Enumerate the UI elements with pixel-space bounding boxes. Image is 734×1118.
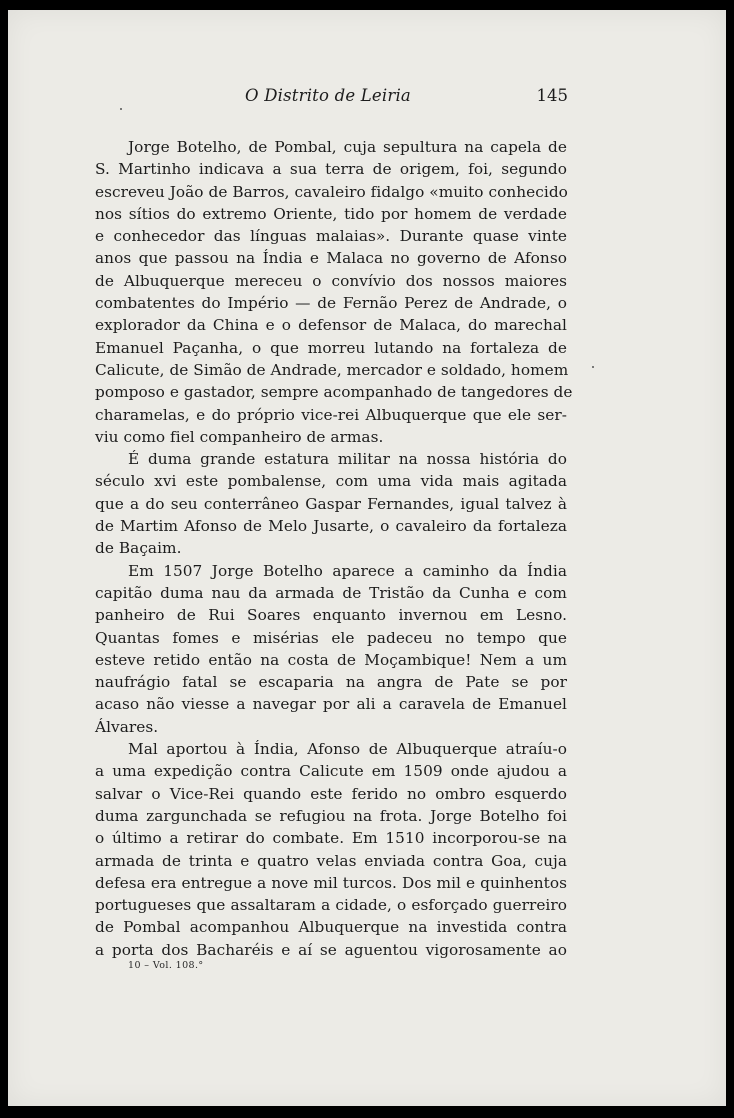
text-line: Quantas fomes e misérias ele padeceu no tempo que [95,628,567,647]
scan-speck [592,366,594,368]
text-line: charamelas, e do próprio vice-rei Albuquerque que ele ser- [95,405,567,424]
text-line: panheiro de Rui Soares enquanto invernou em Lesno. [95,606,567,625]
text-line: Em 1507 Jorge Botelho aparece a caminho da Índia [128,561,567,580]
text-line: a uma expedição contra Calicute em 1509 onde ajudou a [95,762,567,781]
text-line: portugueses que assaltaram a cidade, o esforçado guerreiro [95,896,567,915]
text-line: combatentes do Império — de Fernão Perez de Andrade, o [95,294,567,313]
text-line: Calicute, de Simão de Andrade, mercador e soldado, homem [95,360,569,379]
text-line: duma zargunchada se refugiou na frota. Jorge Botelho foi [95,806,567,825]
book-page [8,10,726,1106]
text-line: Jorge Botelho, de Pombal, cuja sepultura na capela de [128,138,567,156]
text-line: que a do seu conterrâneo Gaspar Fernandes, igual talvez à [95,494,567,513]
text-line: viu como fiel companheiro de armas. [95,427,384,446]
text-line: de Martim Afonso de Melo Jusarte, o cavaleiro da fortaleza [95,517,567,536]
text-line: escreveu João de Barros, cavaleiro fidalgo «muito conhecido [95,182,568,201]
text-line: Emanuel Paçanha, o que morreu lutando na fortaleza de [95,338,567,357]
text-line: armada de trinta e quatro velas enviada contra Goa, cuja [95,851,567,870]
text-line: naufrágio fatal se escaparia na angra de Pate se por [95,673,567,692]
text-line: Álvares. [95,717,159,736]
text-line: acaso não viesse a navegar por ali a caravela de Emanuel [95,695,567,714]
scan-speck [120,108,122,110]
text-line: de Baçaim. [95,539,182,558]
running-title: O Distrito de Leiria [245,86,411,105]
text-line: Mal aportou à Índia, Afonso de Albuquerque atraíu-o [128,740,567,759]
body-text [95,136,573,961]
text-line: o último a retirar do combate. Em 1510 incorporou-se na [95,829,567,848]
page-number: 145 [536,86,568,105]
text-line: capitão duma nau da armada de Tristão da Cunha e com [95,583,567,602]
text-line: e conhecedor das línguas malaias». Durante quase vinte [95,227,567,246]
text-line: S. Martinho indicava a sua terra de origem, foi, segundo [95,160,567,179]
text-line: anos que passou na Índia e Malaca no governo de Afonso [95,249,567,268]
text-line: defesa era entregue a nove mil turcos. Dos mil e quinhentos [95,873,567,892]
text-line: de Pombal acompanhou Albuquerque na investida contra [95,918,567,937]
printer-signature: 10 – Vol. 108.° [128,960,204,971]
text-line: esteve retido então na costa de Moçambique! Nem a um [95,650,567,669]
text-line: É duma grande estatura militar na nossa história do [128,450,567,469]
text-line: nos sítios do extremo Oriente, tido por homem de verdade [95,204,567,223]
text-line: salvar o Vice-Rei quando este ferido no ombro esquerdo [95,784,567,803]
text-line: pomposo e gastador, sempre acompanhado de tangedores de [95,383,573,402]
running-head [88,86,568,112]
text-line: século xvi este pombalense, com uma vida mais agitada [95,472,567,491]
text-line: a porta dos Bacharéis e aí se aguentou vigorosamente ao [95,940,567,959]
text-line: explorador da China e o defensor de Malaca, do marechal [95,316,567,335]
text-line: de Albuquerque mereceu o convívio dos nossos maiores [95,271,567,290]
